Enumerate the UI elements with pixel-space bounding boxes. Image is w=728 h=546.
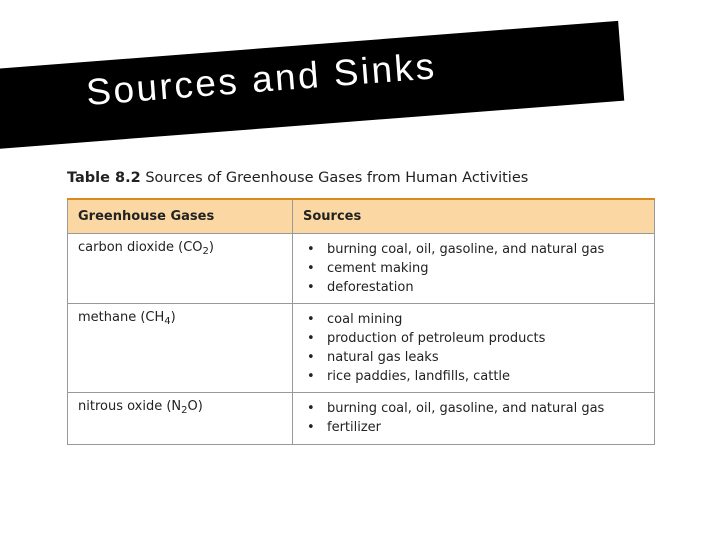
list-item: • production of petroleum products bbox=[303, 329, 644, 348]
gas-name-tail: ) bbox=[208, 240, 214, 255]
table-caption bbox=[67, 170, 528, 186]
table-header-row bbox=[68, 199, 655, 234]
table-row bbox=[68, 393, 655, 445]
table-row bbox=[68, 234, 655, 304]
header-greenhouse-gases: Greenhouse Gases bbox=[68, 199, 293, 234]
list-item: • cement making bbox=[303, 259, 644, 278]
list-item: • burning coal, oil, gasoline, and natural gas bbox=[303, 240, 644, 259]
slide-title: Sources and Sinks bbox=[84, 45, 438, 114]
gas-name-tail: ) bbox=[170, 310, 176, 325]
table-row bbox=[68, 304, 655, 393]
greenhouse-gas-table bbox=[67, 198, 655, 445]
sources-list bbox=[303, 310, 644, 386]
gas-subscript: 2 bbox=[202, 246, 209, 257]
gas-name: carbon dioxide (CO bbox=[78, 240, 203, 255]
sources-cell bbox=[293, 393, 655, 445]
list-item: • deforestation bbox=[303, 278, 644, 297]
header-sources: Sources bbox=[293, 199, 655, 234]
list-item: • fertilizer bbox=[303, 418, 644, 437]
sources-cell bbox=[293, 234, 655, 304]
gas-name: methane (CH bbox=[78, 310, 165, 325]
gas-cell bbox=[68, 234, 293, 304]
list-item: • natural gas leaks bbox=[303, 348, 644, 367]
sources-cell bbox=[293, 304, 655, 393]
gas-name-tail: O) bbox=[187, 399, 203, 414]
gas-subscript: 4 bbox=[164, 316, 171, 327]
list-item: • coal mining bbox=[303, 310, 644, 329]
sources-list bbox=[303, 399, 644, 437]
list-item: • burning coal, oil, gasoline, and natural gas bbox=[303, 399, 644, 418]
table-caption-label: Table 8.2 bbox=[67, 170, 141, 186]
gas-cell bbox=[68, 393, 293, 445]
gas-cell bbox=[68, 304, 293, 393]
gas-subscript: 2 bbox=[181, 405, 188, 416]
gas-name: nitrous oxide (N bbox=[78, 399, 182, 414]
sources-list bbox=[303, 240, 644, 297]
list-item: • rice paddies, landfills, cattle bbox=[303, 367, 644, 386]
table-caption-text: Sources of Greenhouse Gases from Human Activities bbox=[145, 170, 529, 186]
